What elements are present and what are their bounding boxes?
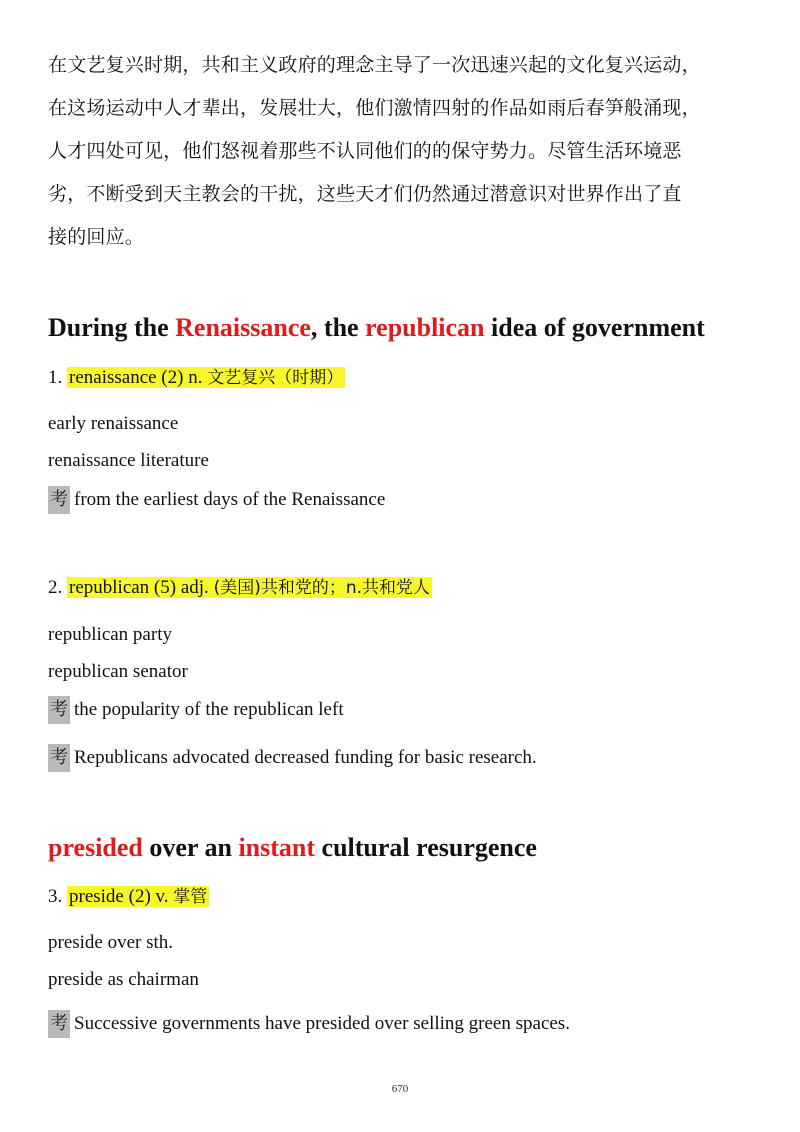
phrase-line: preside as chairman [48, 969, 199, 990]
heading-keyword: Renaissance [175, 313, 311, 342]
phrase-line: preside over sth. [48, 932, 174, 953]
example-line [48, 696, 344, 724]
phrase-line: early renaissance [48, 413, 179, 434]
example-text: the popularity of the republican left [74, 699, 344, 720]
phrase-line: republican senator [48, 661, 188, 682]
exam-mark-badge: 考 [48, 696, 70, 724]
heading-text: cultural resurgence [315, 833, 537, 862]
entry-number: 3. [48, 886, 67, 907]
entry-number: 2. [48, 577, 67, 598]
exam-mark-badge: 考 [48, 486, 70, 514]
heading-keyword: instant [238, 833, 316, 862]
heading-keyword: republican [365, 313, 485, 342]
entry-meaning: 掌管 [173, 887, 208, 907]
vocab-entry-3 [48, 883, 209, 911]
example-text: Republicans advocated decreased funding for basic research. [74, 747, 537, 768]
phrase-line: renaissance literature [48, 450, 209, 471]
entry-meaning: (美国)共和党的；n.共和党人 [213, 578, 431, 598]
entry-number: 1. [48, 367, 67, 388]
entry-meaning: 文艺复兴（时期） [207, 368, 344, 388]
heading-text: over an [142, 833, 239, 862]
heading-text: , the [310, 313, 366, 342]
heading-keyword: presided [48, 833, 143, 862]
intro-line: 劣，不断受到天主教会的干扰，这些天才们仍然通过潜意识对世界作出了直 [48, 183, 682, 205]
exam-mark-badge: 考 [48, 744, 70, 772]
intro-line: 接的回应。 [48, 226, 145, 248]
section-heading-1 [48, 312, 705, 344]
example-line [48, 744, 537, 772]
vocab-entry-2 [48, 574, 432, 602]
intro-paragraph [48, 44, 760, 259]
heading-text: idea of government [484, 313, 705, 342]
intro-line: 在这场运动中人才辈出，发展壮大，他们激情四射的作品如雨后春笋般涌现， [48, 97, 701, 119]
intro-line: 人才四处可见，他们怒视着那些不认同他们的的保守势力。尽管生活环境恶 [48, 140, 682, 162]
intro-line: 在文艺复兴时期，共和主义政府的理念主导了一次迅速兴起的文化复兴运动， [48, 54, 701, 76]
entry-highlight [67, 367, 345, 388]
example-text: Successive governments have presided over selling green spaces. [74, 1013, 570, 1034]
heading-text: During the [48, 313, 176, 342]
entry-word: renaissance (2) n. [69, 367, 208, 388]
section-heading-2 [48, 832, 537, 864]
example-line [48, 486, 385, 514]
exam-mark-badge: 考 [48, 1010, 70, 1038]
phrase-line: republican party [48, 624, 172, 645]
example-text: from the earliest days of the Renaissance [74, 489, 386, 510]
entry-highlight [67, 886, 209, 907]
entry-highlight [67, 577, 432, 598]
entry-word: preside (2) v. [69, 886, 174, 907]
example-line [48, 1010, 570, 1038]
vocab-entry-1 [48, 364, 345, 392]
page-number: 670 [391, 1083, 409, 1095]
entry-word: republican (5) adj. [69, 577, 214, 598]
